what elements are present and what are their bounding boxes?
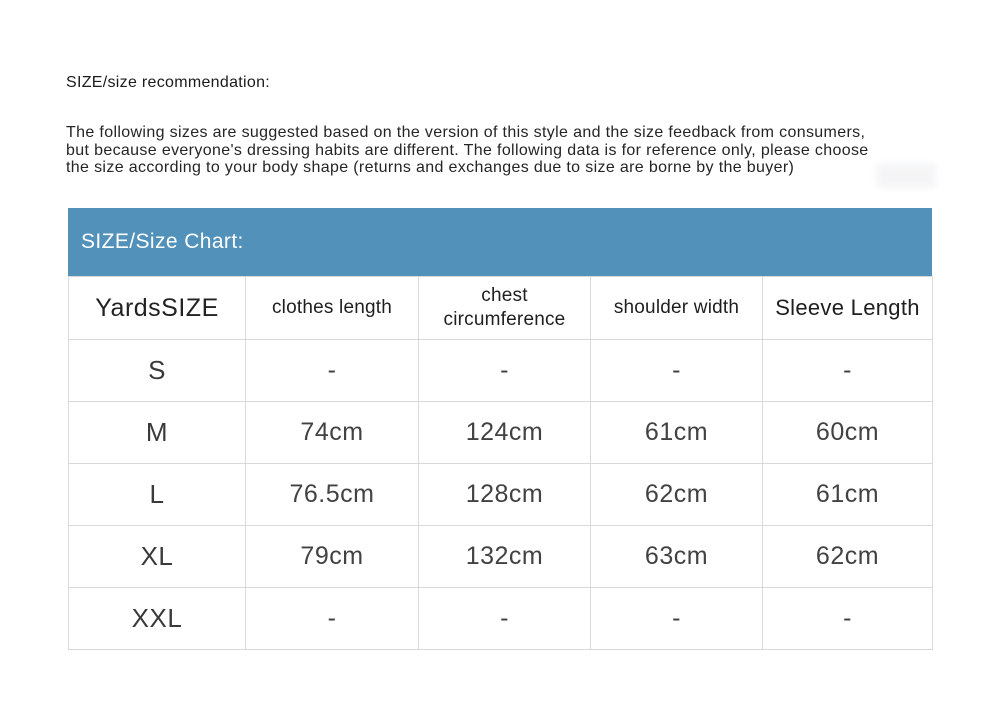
size-label: XL bbox=[69, 526, 246, 588]
shoulder-width-value: - bbox=[591, 340, 763, 402]
size-chart-section bbox=[68, 208, 932, 650]
size-recommendation-heading: SIZE/size recommendation: bbox=[66, 74, 271, 91]
sleeve-length-value: 61cm bbox=[763, 464, 933, 526]
size-label: M bbox=[69, 402, 246, 464]
clothes-length-value: 74cm bbox=[246, 402, 419, 464]
description-line-3: the size according to your body shape (returns and exchanges due to size are borne by the buyer) bbox=[66, 159, 795, 176]
table-row-size-xxl bbox=[69, 588, 933, 650]
column-header-clothes-length: clothes length bbox=[246, 277, 419, 340]
size-label: S bbox=[69, 340, 246, 402]
chest-circumference-value: 124cm bbox=[419, 402, 591, 464]
table-row-size-xl bbox=[69, 526, 933, 588]
chest-circumference-value: - bbox=[419, 588, 591, 650]
clothes-length-value: 79cm bbox=[246, 526, 419, 588]
size-chart-table bbox=[68, 276, 933, 650]
size-chart-title: SIZE/Size Chart: bbox=[81, 230, 244, 253]
sleeve-length-value: 60cm bbox=[763, 402, 933, 464]
table-row-size-l bbox=[69, 464, 933, 526]
chest-circumference-value: - bbox=[419, 340, 591, 402]
faded-watermark bbox=[876, 163, 936, 188]
clothes-length-value: - bbox=[246, 588, 419, 650]
size-label: XXL bbox=[69, 588, 246, 650]
description-line-2: but because everyone's dressing habits are different. The following data is for reference only, please choose bbox=[66, 141, 869, 159]
column-header-sleeve-length: Sleeve Length bbox=[763, 277, 933, 340]
shoulder-width-value: 62cm bbox=[591, 464, 763, 526]
size-chart-title-bar bbox=[68, 208, 932, 276]
shoulder-width-value: - bbox=[591, 588, 763, 650]
clothes-length-value: 76.5cm bbox=[246, 464, 419, 526]
size-label: L bbox=[69, 464, 246, 526]
table-header-row bbox=[69, 277, 933, 340]
chest-circumference-value: 128cm bbox=[419, 464, 591, 526]
clothes-length-value: - bbox=[246, 340, 419, 402]
sleeve-length-value: - bbox=[763, 588, 933, 650]
sleeve-length-value: 62cm bbox=[763, 526, 933, 588]
shoulder-width-value: 63cm bbox=[591, 526, 763, 588]
chest-circumference-value: 132cm bbox=[419, 526, 591, 588]
column-header-shoulder-width: shoulder width bbox=[591, 277, 763, 340]
shoulder-width-value: 61cm bbox=[591, 402, 763, 464]
column-header-yards-size: YardsSIZE bbox=[69, 277, 246, 340]
table-row-size-s bbox=[69, 340, 933, 402]
sleeve-length-value: - bbox=[763, 340, 933, 402]
size-recommendation-description bbox=[66, 124, 869, 177]
description-line-1: The following sizes are suggested based on the version of this style and the size feedback from consumers, bbox=[66, 124, 866, 141]
table-row-size-m bbox=[69, 402, 933, 464]
column-header-chest-circumference: chest circumference bbox=[419, 277, 591, 340]
